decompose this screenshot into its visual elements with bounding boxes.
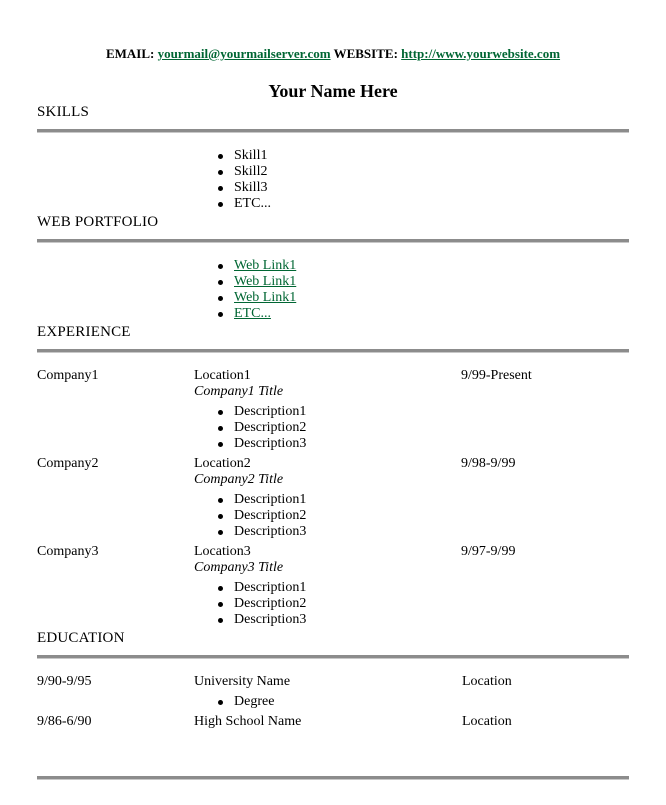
job-description: Description2 bbox=[217, 596, 306, 612]
job-description: Description1 bbox=[217, 580, 306, 596]
job-title: Company3 Title bbox=[194, 560, 284, 575]
job-descriptions bbox=[217, 404, 306, 452]
job-location: Location2 bbox=[194, 456, 251, 471]
job-dates: 9/98-9/99 bbox=[461, 456, 516, 471]
email-label: EMAIL: bbox=[105, 46, 155, 61]
portfolio-link[interactable]: Web Link1 bbox=[234, 274, 297, 289]
job-title: Company1 Title bbox=[194, 384, 284, 399]
education-details bbox=[217, 694, 274, 710]
job-descriptions bbox=[217, 492, 306, 540]
experience-rule bbox=[37, 349, 629, 353]
job-dates: 9/99-Present bbox=[461, 368, 532, 383]
skills-list bbox=[217, 148, 271, 212]
portfolio-item bbox=[217, 274, 296, 290]
footer-rule bbox=[37, 776, 629, 780]
job-company: Company3 bbox=[37, 544, 99, 559]
email-link[interactable]: yourmail@yourmailserver.com bbox=[157, 46, 331, 61]
education-dates: 9/90-9/95 bbox=[37, 674, 92, 689]
education-school: University Name bbox=[194, 674, 291, 689]
job-title: Company2 Title bbox=[194, 472, 284, 487]
portfolio-item bbox=[217, 258, 296, 274]
job-location: Location1 bbox=[194, 368, 251, 383]
education-location: Location bbox=[462, 714, 512, 729]
job-dates: 9/97-9/99 bbox=[461, 544, 516, 559]
portfolio-link[interactable]: Web Link1 bbox=[234, 290, 297, 305]
skill-item: Skill1 bbox=[217, 148, 271, 164]
education-school: High School Name bbox=[194, 714, 302, 729]
experience-heading: EXPERIENCE bbox=[37, 324, 131, 340]
job-description: Description3 bbox=[217, 436, 306, 452]
contact-line bbox=[37, 46, 629, 62]
portfolio-rule bbox=[37, 239, 629, 243]
job-company: Company2 bbox=[37, 456, 99, 471]
portfolio-item bbox=[217, 306, 296, 322]
resume-name: Your Name Here bbox=[268, 81, 398, 101]
skill-item: Skill2 bbox=[217, 164, 271, 180]
portfolio-heading: WEB PORTFOLIO bbox=[37, 214, 159, 230]
job-description: Description2 bbox=[217, 508, 306, 524]
education-rule bbox=[37, 655, 629, 659]
portfolio-list bbox=[217, 258, 296, 322]
job-description: Description3 bbox=[217, 612, 306, 628]
education-heading: EDUCATION bbox=[37, 630, 125, 646]
portfolio-item bbox=[217, 290, 296, 306]
skills-rule bbox=[37, 129, 629, 133]
job-description: Description1 bbox=[217, 492, 306, 508]
job-company: Company1 bbox=[37, 368, 99, 383]
skills-heading: SKILLS bbox=[37, 104, 90, 120]
job-location: Location3 bbox=[194, 544, 251, 559]
job-description: Description3 bbox=[217, 524, 306, 540]
education-detail: Degree bbox=[217, 694, 274, 710]
portfolio-link[interactable]: ETC... bbox=[234, 306, 271, 321]
website-link[interactable]: http://www.yourwebsite.com bbox=[401, 46, 561, 61]
education-location: Location bbox=[462, 674, 512, 689]
job-description: Description1 bbox=[217, 404, 306, 420]
website-label: WEBSITE: bbox=[333, 46, 398, 61]
skill-item: Skill3 bbox=[217, 180, 271, 196]
job-descriptions bbox=[217, 580, 306, 628]
skill-item: ETC... bbox=[217, 196, 271, 212]
education-dates: 9/86-6/90 bbox=[37, 714, 92, 729]
job-description: Description2 bbox=[217, 420, 306, 436]
portfolio-link[interactable]: Web Link1 bbox=[234, 258, 297, 273]
